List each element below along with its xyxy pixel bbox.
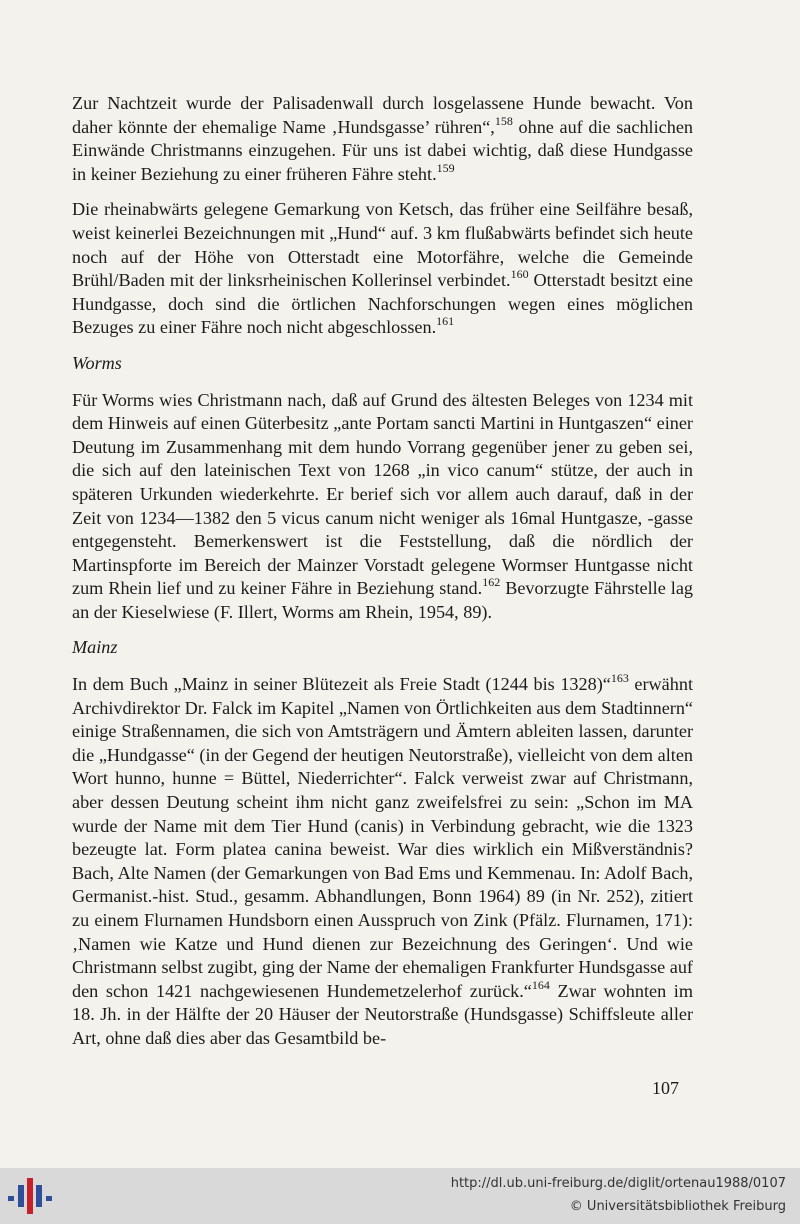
paragraph-text: Für Worms wies Christmann nach, daß auf Grund des ältesten Beleges von 1234 mit dem Hinweis auf einen Güterbesitz „ante Portam sancti Martini in Huntgaszen“ einer Deutung im Zusammenhang mit dem hundo Vorrang gegenüber jener zu geben sei, die sich auf den lateinischen Text von 1268 „in vico canum“ stütze, der auch in späteren Urkunden wiederkehrte. Er berief sich vor allem auch darauf, daß in der Zeit von 1234—1382 den 5 vicus canum nicht weniger als 16mal Huntgasze, -gasse entgegensteht. Bemerkenswert ist die Feststellung, daß die nördlich der Martinspforte im Bereich der Mainzer Vorstadt gelegene Wormser Huntgasse nicht zum Rhein lief und zu keiner Fähre in Beziehung stand. [72, 389, 693, 599]
footnote-ref: 162 [482, 575, 501, 590]
paragraph-text: erwähnt Archivdirektor Dr. Falck im Kapitel „Namen von Örtlichkeiten aus dem Stadtinnern“ einige Straßennamen, die sich von Amtsträgern und Ämtern ableiten lassen, darunter die „Hundgasse“ (in der Gegend der heutigen Neutorstraße), vielleicht von dem alten Wort hunno, hunne = Büttel, Niederrichter“. Falck verweist zwar auf Christmann, aber dessen Deutung scheint ihm nicht ganz zweifelsfrei zu sein: „Schon im MA wurde der Name mit dem Tier Hund (canis) in Verbindung gebracht, wie die 1323 bezeugte lat. Form platea canina beweist. War dies wirklich ein Mißverständnis? Bach, Alte Namen (der Gemarkungen von Bad Ems und Kemmenau. In: Adolf Bach, Germanist.-hist. Stud., gesamm. Abhandlungen, Bonn 1964) 89 (in Nr. 252), zitiert zu einem Flurnamen Hundsborn einen Ausspruch von Zink (Pfälz. Flurnamen, 171): ‚Namen wie Katze und Hund dienen zur Bezeichnung des Geringen‘. Und wie Christmann selbst zugibt, ging der Name der ehemaligen Frankfurter Hundsgasse auf den schon 1421 nachgewiesenen Hundemetzelerhof zurück.“ [72, 674, 693, 1001]
section-heading-mainz: Mainz [72, 637, 118, 658]
footer-bar [0, 1168, 800, 1224]
paragraph-ketsch [72, 198, 693, 340]
paragraph-text: In dem Buch „Mainz in seiner Blütezeit als Freie Stadt (1244 bis 1328)“ [72, 674, 611, 695]
paragraph-worms [72, 389, 693, 625]
footnote-ref: 164 [531, 977, 550, 992]
body-text [72, 92, 693, 1063]
footnote-ref: 159 [436, 160, 455, 175]
paragraph-text: Die rheinabwärts gelegene Gemarkung von Ketsch, das früher eine Seilfähre besaß, weist keinerlei Bezeichnungen mit „Hund“ auf. 3 km flußabwärts befindet sich heute noch auf der Höhe von Otterstadt eine Motorfähre, welche die Gemeinde Brühl/Baden mit der linksrheinischen Kollerinsel verbindet. [72, 199, 693, 291]
footnote-ref: 161 [436, 314, 455, 329]
page-number: 107 [652, 1078, 679, 1098]
ub-freiburg-logo-icon [8, 1176, 52, 1216]
footnote-ref: 160 [510, 267, 529, 282]
paragraph-text: Bevorzugte Fährstelle lag an der Kieselwiese (F. Illert, Worms am Rhein, 1954, 89). [72, 578, 693, 622]
paragraph-text: Zwar wohnten im 18. Jh. in der Hälfte der 20 Häuser der Neutorstraße (Hundsgasse) Schiffsleute aller Art, ohne daß dies aber das Gesamtbild be- [72, 980, 693, 1048]
permalink-url[interactable]: http://dl.ub.uni-freiburg.de/diglit/ortenau1988/0107 [450, 1176, 786, 1191]
paragraph-text: Zur Nachtzeit wurde der Palisadenwall durch losgelassene Hunde bewacht. Von daher könnte der ehemalige Name ‚Hundsgasse’ rühren“, [72, 93, 693, 137]
section-heading-worms: Worms [72, 352, 122, 373]
paragraph-text: ohne auf die sachlichen Einwände Christmanns einzugehen. Für uns ist dabei wichtig, daß diese Hundgasse in keiner Beziehung zu einer früheren Fähre steht. [72, 116, 693, 184]
paragraph-text: Otterstadt besitzt eine Hundgasse, doch sind die örtlichen Nachforschungen wegen eines möglichen Bezuges zu einer Fähre noch nicht abgeschlossen. [72, 270, 693, 338]
footnote-ref: 163 [610, 671, 629, 685]
paragraph-palisadenwall [72, 92, 693, 186]
paragraph-mainz [72, 673, 693, 1051]
copyright-notice: © Universitätsbibliothek Freiburg [569, 1199, 786, 1214]
footnote-ref: 158 [494, 113, 513, 128]
